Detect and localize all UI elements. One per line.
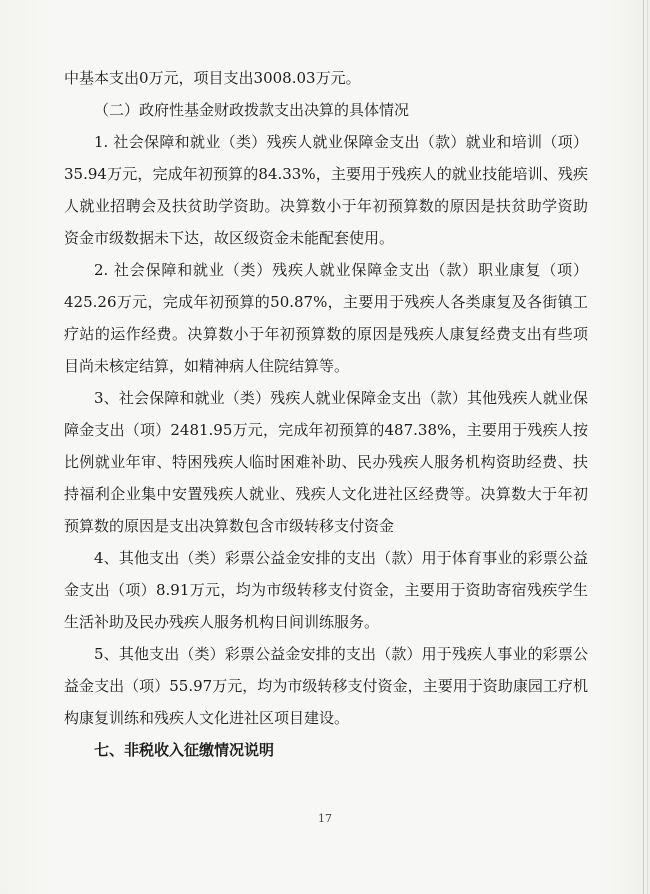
page-edge-line [647,0,648,894]
page-number: 17 [318,812,332,825]
document-body [64,62,588,766]
paragraph-item-3: 3、社会保障和就业（类）残疾人就业保障金支出（款）其他残疾人就业保障金支出（项）2481.95万元，完成年初预算的487.38%，主要用于残疾人按比例就业年审、特困残疾人临时困难补助、民办残疾人服务机构资助经费、扶持福利企业集中安置残疾人就业、残疾人文化进社区经费等。决算数大于年初预算数的原因是支出决算数包含市级转移支付资金 [64,389,588,535]
section-heading-7: 七、非税收入征缴情况说明 [94,741,275,759]
paragraph-item-2: 2. 社会保障和就业（类）残疾人就业保障金支出（款）职业康复（项）425.26万元，完成年初预算的50.87%，主要用于残疾人各类康复及各街镇工疗站的运作经费。决算数小于年初预算数的原因是残疾人康复经费支出有些项目尚未核定结算，如精神病人住院结算等。 [64,261,588,375]
paragraph-item-4: 4、其他支出（类）彩票公益金安排的支出（款）用于体育事业的彩票公益金支出（项）8.91万元，均为市级转移支付资金，主要用于资助寄宿残疾学生生活补助及民办残疾人服务机构日间训练服务。 [64,549,588,631]
continuation-line: 中基本支出0万元，项目支出3008.03万元。 [64,69,361,87]
paragraph-item-1: 1. 社会保障和就业（类）残疾人就业保障金支出（款）就业和培训（项）35.94万元，完成年初预算的84.33%，主要用于残疾人的就业技能培训、残疾人就业招聘会及扶贫助学资助。决算数小于年初预算数的原因是扶贫助学资助资金市级数据未下达，故区级资金未能配套使用。 [64,133,588,247]
paragraph-item-5: 5、其他支出（类）彩票公益金安排的支出（款）用于残疾人事业的彩票公益金支出（项）55.97万元，均为市级转移支付资金，主要用于资助康园工疗机构康复训练和残疾人文化进社区项目建设。 [64,645,588,727]
page-edge-shadow [643,0,644,894]
section-heading-gov-fund: （二）政府性基金财政拨款支出决算的具体情况 [94,101,410,119]
